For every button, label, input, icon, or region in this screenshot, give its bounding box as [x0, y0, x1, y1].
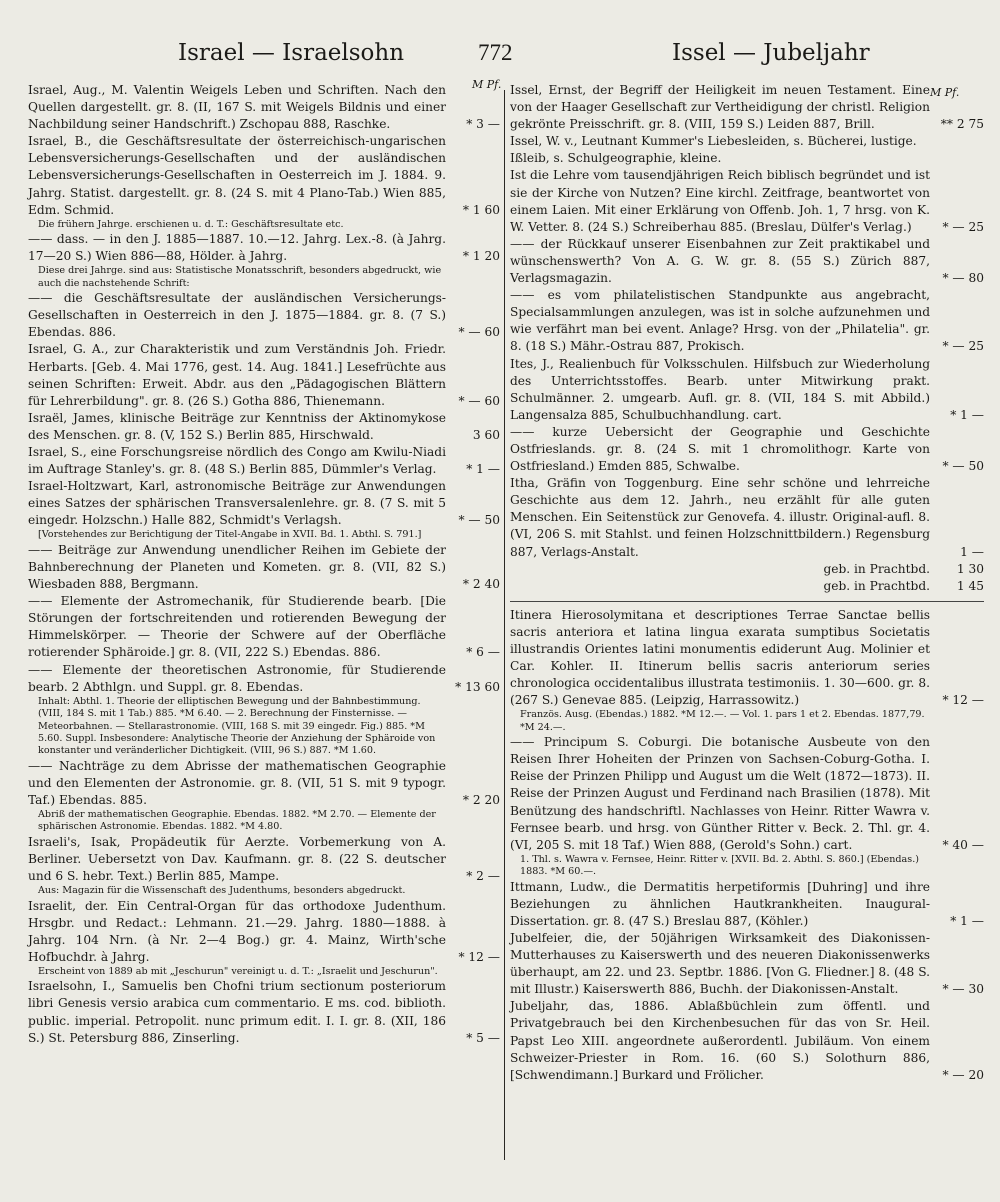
- entry-price: * — 25: [942, 219, 984, 234]
- bibliography-entry: [28, 542, 500, 593]
- entry-text: geb. in Prachtbd.: [823, 578, 930, 593]
- bibliography-entry: [28, 758, 500, 809]
- bibliography-entry: [510, 475, 984, 560]
- entry-text: —— Elemente der Astromechanik, für Studierende bearb. [Die Störungen der fortschreitenden und rotierenden Bewegung der Himmelskörper. — Theorie der Schwere auf der Oberfläche rotierender Sphäroide.] gr. 8. (VII, 222 S.) Ebendas. 886.: [28, 594, 446, 660]
- entry-text: Itinera Hierosolymitana et descriptiones Terrae Sanctae bellis sacris anteriora et latina lingua exarata sumptibus Societatis illustrandis Orientes latini monumentis ediderunt Aug. Molinier et Car. Kohler. II. Itinerum bellis sacris anteriorum series chronologica occidentalibus illustrata testimoniis. 1. 30—600. gr. 8. (267 S.) Genevae 885. (Leipzig, Harrassowitz.): [510, 607, 930, 708]
- entry-note: Aus: Magazin für die Wissenschaft des Judenthums, besonders abgedruckt.: [38, 885, 406, 897]
- entry-price: 1 45: [956, 578, 984, 593]
- entry-price: * — 50: [458, 513, 500, 528]
- bibliography-entry: [510, 167, 984, 235]
- entry-note: Französ. Ausg. (Ebendas.) 1882. *M 12.—. — Vol. 1. pars 1 et 2. Ebendas. 1877,79. *M 24.—.: [520, 709, 925, 733]
- bibliography-entry: [28, 898, 500, 966]
- entry-price: * 12 —: [942, 693, 984, 708]
- bibliography-entry: [510, 561, 984, 578]
- entry-price: ** 2 75: [940, 117, 984, 132]
- entry-text: —— der Rückkauf unserer Eisenbahnen zur Zeit praktikabel und wünschenswerth? Von A. G. W. gr. 8. (55 S.) Zürich 887, Verlagsmagazin.: [510, 236, 930, 286]
- bibliography-entry: [28, 410, 500, 444]
- entry-text: Ites, J., Realienbuch für Volksschulen. Hilfsbuch zur Wiederholung des Unterrichtsstoffes. Bearb. unter Mitwirkung prakt. Schulmänner. 2. umgearb. Aufl. gr. 8. (VII, 184 S. mit Abbild.) Langensalza 885, Schulbuchhandlung. cart.: [510, 356, 930, 422]
- entry-price: * 2 —: [466, 869, 500, 884]
- bibliography-entry: [510, 734, 984, 854]
- entry-text: —— Principum S. Coburgi. Die botanische Ausbeute von den Reisen Ihrer Hoheiten der Prinzen von Sachsen-Coburg-Gotha. I. Reise der Prinzen Philipp und August um die Welt (1872—1873). II. Reise der Prinzen August und Ferdinand nach Brasilien (1878). Mit Benützung des handschriftl. Nachlasses von Heinr. Ritter Wawra v. Fernsee bearb. und hrsg. von Günther Ritter v. Beck. 2. Thl. gr. 4. (VI, 205 S. mit 18 Taf.) Wien 888, (Gerold's Sohn.) cart.: [510, 735, 930, 852]
- entry-text: Jubeljahr, das, 1886. Ablaßbüchlein zum öffentl. und Privatgebrauch bei den Kirchenbesuchen für das von Sr. Heil. Papst Leo XIII. angeordnete außerordentl. Jubiläum. Von einem Schweizer-Priester in Rom. 16. (60 S.) Solothurn 886, [Schwendimann.] Burkard und Frölicher.: [510, 999, 930, 1082]
- entry-text: —— Beiträge zur Anwendung unendlicher Reihen im Gebiete der Bahnberechnung der Planeten und Kometen. gr. 8. (VII, 82 S.) Wiesbaden 888, Bergmann.: [28, 542, 446, 592]
- bibliography-entry: [28, 593, 500, 661]
- entry-text: Issel, Ernst, der Begriff der Heiligkeit im neuen Testament. Eine von der Haager Gesellschaft zur Vertheidigung der christl. Religion gekrönte Preisschrift. gr. 8. (VIII, 159 S.) Leiden 887, Brill.: [510, 83, 930, 132]
- entry-note: Die frühern Jahrge. erschienen u. d. T.: Geschäftsresultate etc.: [38, 218, 344, 230]
- entry-price: 3 60: [472, 427, 500, 442]
- bibliography-entry: [510, 998, 984, 1083]
- entry-price: * — 60: [458, 393, 500, 408]
- bibliography-entry: [510, 607, 984, 710]
- entry-price: * 12 —: [458, 949, 500, 964]
- entry-text: Israeli's, Isak, Propädeutik für Aerzte. Vorbemerkung von A. Berliner. Uebersetzt von Dav. Kaufmann. gr. 8. (22 S. deutscher und 6 S. hebr. Text.) Berlin 885, Mampe.: [28, 834, 446, 884]
- entry-text: geb. in Prachtbd.: [823, 561, 930, 576]
- entry-note: Inhalt: Abthl. 1. Theorie der elliptischen Bewegung und der Bahnbestimmung. (VIII, 184 S. mit 1 Tab.) 885. *M 6.40. — 2. Berechnung der Finsternisse. — Meteorbahnen. — Stellarastronomie. (VIII, 168 S. mit 39 eingedr. Fig.) 885. *M 5.60. Suppl. Insbesondere: Analytische Theorie der Anziehung der Sphäroide von konstanter und veränderlicher Dichtigkeit. (VIII, 96 S.) 887. *M 1.60.: [38, 695, 436, 757]
- entry-text: Issel, W. v., Leutnant Kummer's Liebesleiden, s. Bücherei, lustige.: [510, 134, 917, 149]
- entry-price: 1 —: [960, 544, 984, 559]
- left-column: [28, 82, 500, 1047]
- bibliography-entry: [510, 424, 984, 475]
- entry-text: Israel, G. A., zur Charakteristik und zum Verständnis Joh. Friedr. Herbarts. [Geb. 4. Mai 1776, gest. 14. Aug. 1841.] Lesefrüchte aus seinen Schriften: Erweit. Abdr. aus den „Pädagogischen Blättern für Lehrerbildung". gr. 8. (26 S.) Gotha 886, Thienemann.: [28, 342, 446, 408]
- bibliography-entry: [28, 444, 500, 478]
- entry-text: Israel, Aug., M. Valentin Weigels Leben und Schriften. Nach den Quellen dargestellt. gr. 8. (II, 167 S. mit Weigels Bildnis und einer Nachbildung seiner Handschrift.) Zschopau 888, Raschke.: [28, 83, 446, 132]
- entry-price: * — 60: [458, 325, 500, 340]
- entry-text: —— Nachträge zu dem Abrisse der mathematischen Geographie und den Elementen der Astronomie. gr. 8. (VII, 51 S. mit 9 typogr. Taf.) Ebendas. 885.: [28, 758, 446, 807]
- entry-text: Israel-Holtzwart, Karl, astronomische Beiträge zur Anwendungen eines Satzes der sphärischen Transversalenlehre. gr. 8. (7 S. mit 5 eingedr. Holzschn.) Halle 882, Schmidt's Verlagsh.: [28, 479, 446, 528]
- bibliography-entry: [510, 879, 984, 930]
- entry-note: 1. Thl. s. Wawra v. Fernsee, Heinr. Ritter v. [XVII. Bd. 2. Abthl. S. 860.] (Ebendas.) 1883. *M 60.—.: [520, 853, 919, 878]
- entry-price: * 1 —: [466, 462, 500, 477]
- entry-price: * 1 —: [950, 407, 984, 422]
- entry-price: * 1 20: [462, 249, 500, 264]
- entry-text: Israel, B., die Geschäftsresultate der österreichisch-ungarischen Lebensversicherungs-Gesellschaften und der ausländischen Lebensversicherungs-Gesellschaften in Oesterreich im J. 1884. 9. Jahrg. Statist. dargestellt. gr. 8. (24 S. mit 4 Plano-Tab.) Wien 885, Edm. Schmid.: [28, 134, 446, 217]
- entry-text: —— kurze Uebersicht der Geographie und Geschichte Ostfrieslands. gr. 8. (24 S. mit 1 chromolithogr. Karte von Ostfriesland.) Emden 885, Schwalbe.: [510, 424, 930, 474]
- entry-price: * — 25: [942, 339, 984, 354]
- entry-price: * 2 20: [462, 792, 500, 807]
- entry-price: * — 50: [942, 459, 984, 474]
- entry-price: 1 30: [956, 561, 984, 576]
- entry-text: Itha, Gräfin von Toggenburg. Eine sehr schöne und lehrreiche Geschichte aus dem 12. Jahrh., neu erzählt für alle guten Menschen. Ein Seitenstück zur Genovefa. 4. illustr. Original-aufl. 8. (VI, 206 S. mit Stahlst. und feinen Holzschnittbildern.) Regensburg 887, Verlags-Anstalt.: [510, 476, 930, 559]
- entry-price: * 3 —: [466, 117, 500, 132]
- entry-text: Israël, James, klinische Beiträge zur Kenntniss der Aktinomykose des Menschen. gr. 8. (V, 152 S.) Berlin 885, Hirschwald.: [28, 410, 446, 442]
- entry-text: —— es vom philatelistischen Standpunkte aus angebracht, Specialsammlungen anzulegen, was ist in solche aufzunehmen und wie verfährt man bei event. Anlage? Hrsg. von der „Philatelia". gr. 8. (18 S.) Mähr.-Ostrau 887, Prokisch.: [510, 288, 930, 354]
- currency-mark-left: M Pf.: [472, 78, 502, 91]
- entry-note: Erscheint von 1889 ab mit „Jeschurun" vereinigt u. d. T.: „Israelit und Jeschurun".: [38, 965, 438, 977]
- running-head-left: Israel — Israelsohn: [178, 40, 405, 66]
- entry-text: Israelsohn, I., Samuelis ben Chofni trium sectionum posteriorum libri Genesis versio arabica cum commentario. E ms. cod. biblioth. public. imperial. Petropolit. nunc primum edit. I. I. gr. 8. (XII, 186 S.) St. Petersburg 886, Zinserling.: [28, 979, 446, 1045]
- entry-price: * 1 60: [462, 202, 500, 217]
- entry-text: Israelit, der. Ein Central-Organ für das orthodoxe Judenthum. Hrsgbr. und Redact.: Lehmann. 21.—29. Jahrg. 1880—1888. à Jahrg. 104 Nrn. (à Nr. 2—4 Bog.) gr. 4. Mainz, Wirth'sche Hofbuchdr. à Jahrg.: [28, 898, 446, 964]
- bibliography-entry: [28, 231, 500, 265]
- bibliography-entry: [510, 930, 984, 998]
- section-rule: [510, 601, 984, 602]
- entry-price: * 40 —: [942, 837, 984, 852]
- bibliography-entry: [510, 236, 984, 287]
- bibliography-entry: [28, 978, 500, 1046]
- entry-text: —— dass. — in den J. 1885—1887. 10.—12. Jahrg. Lex.-8. (à Jahrg. 17—20 S.) Wien 886—88, Hölder. à Jahrg.: [28, 232, 446, 264]
- entry-price: * 6 —: [466, 645, 500, 660]
- bibliography-entry: [510, 133, 984, 150]
- bibliography-entry: [28, 133, 500, 218]
- bibliography-entry: [510, 82, 984, 133]
- entry-price: * 1 —: [950, 913, 984, 928]
- bibliography-entry: [510, 356, 984, 424]
- page-number: 772: [478, 40, 513, 65]
- column-divider: [504, 90, 505, 1160]
- entry-text: —— Elemente der theoretischen Astronomie, für Studierende bearb. 2 Abthlgn. und Suppl. gr. 8. Ebendas.: [28, 662, 446, 694]
- entry-price: * 5 —: [466, 1030, 500, 1045]
- right-column: [510, 82, 984, 1084]
- entry-text: Ist die Lehre vom tausendjährigen Reich biblisch begründet und ist sie der Kirche von Nutzen? Eine kirchl. Zeitfrage, beantwortet von einem Laien. Mit einer Erklärung von Offenb. Joh. 1, 7 hrsg. von K. W. Vetter. 8. (24 S.) Schreiberhau 885. (Breslau, Dülfer's Verlag.): [510, 168, 930, 234]
- entry-note: Abriß der mathematischen Geographie. Ebendas. 1882. *M 2.70. — Elemente der sphärischen Astronomie. Ebendas. 1882. *M 4.80.: [38, 809, 436, 833]
- bibliography-entry: [510, 578, 984, 595]
- bibliography-entry: [28, 834, 500, 885]
- entry-price: * — 20: [942, 1067, 984, 1082]
- bibliography-entry: [28, 290, 500, 341]
- currency-mark-right: M Pf.: [930, 86, 960, 99]
- entry-text: Ittmann, Ludw., die Dermatitis herpetiformis [Duhring] und ihre Beziehungen zu ähnlichen Hautkrankheiten. Inaugural-Dissertation. gr. 8. (47 S.) Breslau 887, (Köhler.): [510, 879, 930, 928]
- entry-note: Diese drei Jahrge. sind aus: Statistische Monatsschrift, besonders abgedruckt, wie auch die nachstehende Schrift:: [38, 265, 442, 289]
- bibliography-entry: [510, 150, 984, 167]
- entry-price: * — 80: [942, 271, 984, 286]
- entry-note: [Vorstehendes zur Berichtigung der Titel-Angabe in XVII. Bd. 1. Abthl. S. 791.]: [38, 529, 422, 541]
- running-head-right: Issel — Jubeljahr: [672, 40, 870, 66]
- bibliography-entry: [28, 478, 500, 529]
- entry-price: * 13 60: [455, 679, 500, 694]
- entry-price: * 2 40: [462, 577, 500, 592]
- bibliography-entry: [510, 287, 984, 355]
- entry-text: Israel, S., eine Forschungsreise nördlich des Congo am Kwilu-Niadi im Auftrage Stanley's. gr. 8. (48 S.) Berlin 885, Dümmler's Verlag.: [28, 445, 446, 477]
- bibliography-entry: [28, 341, 500, 409]
- entry-text: —— die Geschäftsresultate der ausländischen Versicherungs-Gesellschaften in Oesterreich in den J. 1875—1884. gr. 8. (7 S.) Ebendas. 886.: [28, 291, 446, 340]
- entry-text: Ißleib, s. Schulgeographie, kleine.: [510, 151, 722, 166]
- entry-text: Jubelfeier, die, der 50jährigen Wirksamkeit des Diakonissen-Mutterhauses zu Kaiserswerth und des neueren Diakonissenwerks überhaupt, am 22. und 23. Septbr. 1886. [Von G. Fliedner.] 8. (48 S. mit Illustr.) Kaiserswerth 886, Buchh. der Diakonissen-Anstalt.: [510, 930, 930, 997]
- bibliography-entry: [28, 82, 500, 133]
- bibliography-entry: [28, 662, 500, 696]
- entry-price: * — 30: [942, 982, 984, 997]
